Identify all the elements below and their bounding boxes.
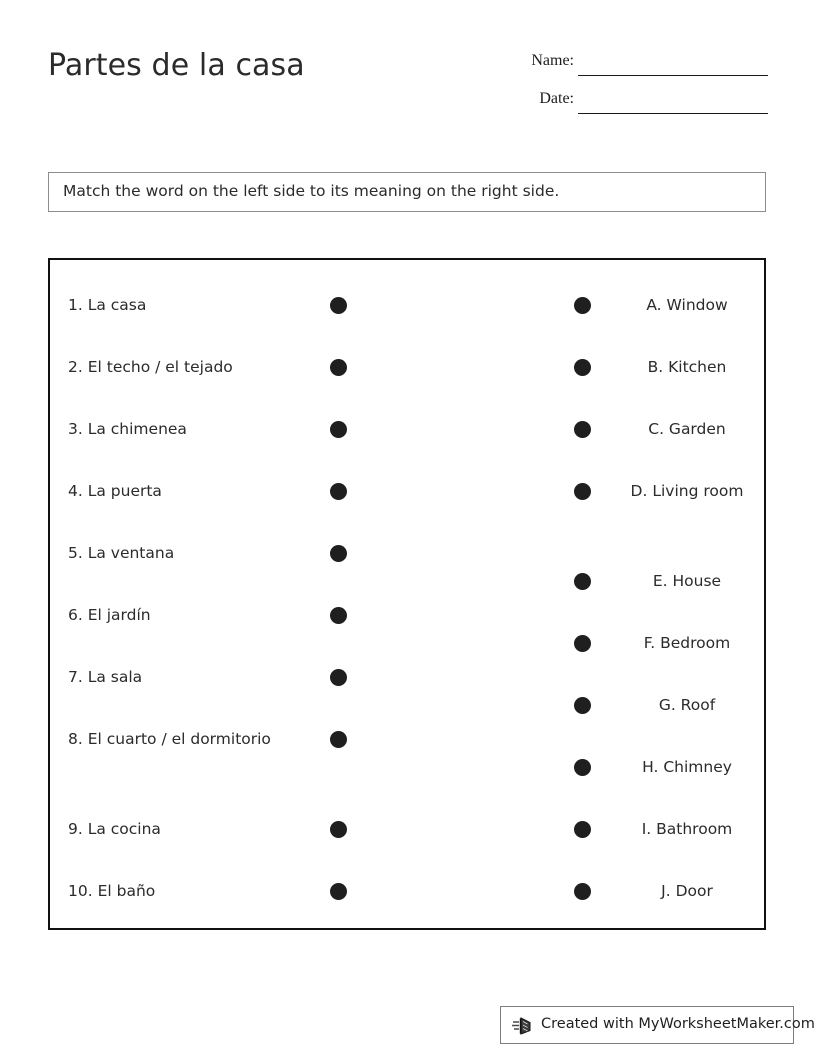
worksheet-maker-logo-icon: [511, 1014, 535, 1038]
right-column: [555, 260, 768, 928]
date-input-line[interactable]: [578, 113, 768, 114]
match-right-connector-dot[interactable]: [574, 635, 591, 652]
instruction-text: Match the word on the left side to its meaning on the right side.: [63, 182, 560, 200]
match-right-item-label: F. Bedroom: [643, 634, 731, 652]
match-right-connector-dot[interactable]: [574, 821, 591, 838]
page-title: Partes de la casa: [48, 48, 305, 83]
match-left-item-label: 8. El cuarto / el dormitorio: [68, 730, 271, 748]
match-right-item-label: E. House: [652, 572, 722, 590]
match-left-item-label: 4. La puerta: [68, 482, 162, 500]
match-right-connector-dot[interactable]: [574, 297, 591, 314]
match-left-item-label: 10. El baño: [68, 882, 156, 900]
match-right-item-label: H. Chimney: [642, 758, 732, 776]
match-right-item-label: G. Roof: [658, 696, 716, 714]
match-right-item-label: B. Kitchen: [647, 358, 727, 376]
date-row: [500, 88, 772, 126]
match-left-connector-dot[interactable]: [330, 421, 347, 438]
match-left-item-label: 6. El jardín: [68, 606, 151, 624]
match-left-item-label: 2. El techo / el tejado: [68, 358, 233, 376]
match-right-connector-dot[interactable]: [574, 697, 591, 714]
name-input-line[interactable]: [578, 75, 768, 76]
match-right-item-label: D. Living room: [630, 482, 744, 500]
name-label: Name:: [531, 52, 574, 69]
match-right-connector-dot[interactable]: [574, 759, 591, 776]
worksheet-header: [0, 0, 816, 150]
match-right-item-label: I. Bathroom: [641, 820, 733, 838]
match-right-connector-dot[interactable]: [574, 421, 591, 438]
left-column: [50, 260, 350, 928]
name-row: [500, 50, 772, 88]
match-left-item-label: 5. La ventana: [68, 544, 175, 562]
match-right-item-label: A. Window: [646, 296, 728, 314]
footer-badge-text: Created with MyWorksheetMaker.com: [541, 1016, 815, 1032]
footer-badge[interactable]: [500, 1006, 815, 1044]
match-left-connector-dot[interactable]: [330, 669, 347, 686]
match-left-connector-dot[interactable]: [330, 821, 347, 838]
name-date-block: [500, 50, 772, 126]
date-label: Date:: [539, 90, 574, 107]
match-left-connector-dot[interactable]: [330, 731, 347, 748]
match-right-connector-dot[interactable]: [574, 483, 591, 500]
match-right-connector-dot[interactable]: [574, 883, 591, 900]
match-left-connector-dot[interactable]: [330, 883, 347, 900]
match-right-connector-dot[interactable]: [574, 573, 591, 590]
match-left-connector-dot[interactable]: [330, 483, 347, 500]
match-left-connector-dot[interactable]: [330, 607, 347, 624]
instruction-box: [48, 172, 766, 212]
matching-exercise-box: [48, 258, 766, 930]
match-left-item-label: 7. La sala: [68, 668, 143, 686]
match-left-item-label: 1. La casa: [68, 296, 147, 314]
match-left-connector-dot[interactable]: [330, 359, 347, 376]
match-right-item-label: J. Door: [661, 882, 713, 900]
match-left-connector-dot[interactable]: [330, 297, 347, 314]
match-left-item-label: 9. La cocina: [68, 820, 161, 838]
match-left-item-label: 3. La chimenea: [68, 420, 187, 438]
match-right-item-label: C. Garden: [648, 420, 726, 438]
match-right-connector-dot[interactable]: [574, 359, 591, 376]
match-left-connector-dot[interactable]: [330, 545, 347, 562]
